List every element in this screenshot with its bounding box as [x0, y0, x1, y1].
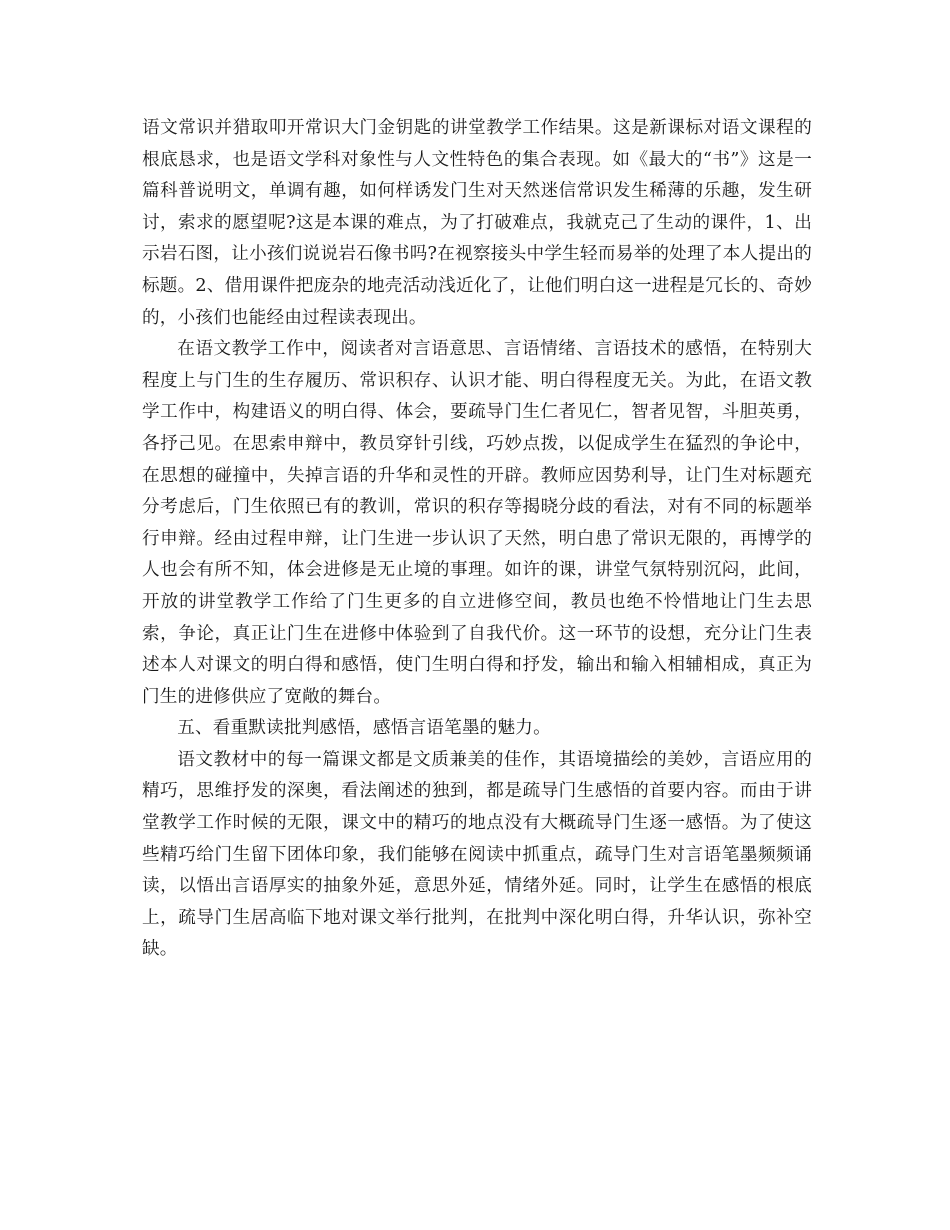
paragraph-continuation: 语文常识并猎取叩开常识大门金钥匙的讲堂教学工作结果。这是新课标对语文课程的根底恳求，也是语文学科对象性与人文性特色的集合表现。如《最大的“书”》这是一篇科普说明文，单调有趣，如何样诱发门生对天然迷信常识发生稀薄的乐趣，发生研讨，索求的愿望呢?这是本课的难点，为了打破难点，我就克己了生动的课件，1、出示岩石图，让小孩们说说岩石像书吗?在视察接头中学生轻而易举的处理了本人提出的标题。2、借用课件把庞杂的地壳活动浅近化了，让他们明白这一进程是冗长的、奇妙的，小孩们也能经由过程读表现出。	[142, 118, 812, 328]
paragraph-discussion: 在语文教学工作中，阅读者对言语意思、言语情绪、言语技术的感悟，在特别大程度上与门生的生存履历、常识积存、认识才能、明白得程度无关。为此，在语文教学工作中，构建语义的明白得、体会，要疏导门生仁者见仁，智者见智，斗胆英勇，各抒己见。在思索申辩中，教员穿针引线，巧妙点拨，以促成学生在猛烈的争论中，在思想的碰撞中，失掉言语的升华和灵性的开辟。教师应因势利导，让门生对标题充分考虑后，门生依照已有的教训，常识的积存等揭晓分歧的看法，对有不同的标题举行申辩。经由过程申辩，让门生进一步认识了天然，明白患了常识无限的，再博学的人也会有所不知，体会进修是无止境的事理。如许的课，讲堂气氛特别沉闷，此间，开放的讲堂教学工作给了门生更多的自立进修空间，教员也绝不怜惜地让门生去思索，争论，真正让门生在进修中体验到了自我代价。这一环节的设想，充分让门生表述本人对课文的明白得和感悟，使门生明白得和抒发，输出和输入相辅相成，真正为门生的进修供应了宽敞的舞台。	[142, 339, 812, 707]
section-heading: 五、看重默读批判感悟，感悟言语笔墨的魅力。	[177, 718, 551, 739]
document-body	[142, 113, 812, 966]
paragraph-appreciation: 语文教材中的每一篇课文都是文质兼美的佳作，其语境描绘的美妙，言语应用的精巧，思维抒发的深奥，看法阐述的独到，都是疏导门生感悟的首要内容。而由于讲堂教学工作时候的无限，课文中的精巧的地点没有大概疏导门生逐一感悟。为了使这些精巧给门生留下团体印象，我们能够在阅读中抓重点，疏导门生对言语笔墨频频诵读，以悟出言语厚实的抽象外延，意思外延，情绪外延。同时，让学生在感悟的根底上，疏导门生居高临下地对课文举行批判，在批判中深化明白得，升华认识，弥补空缺。	[142, 749, 812, 960]
